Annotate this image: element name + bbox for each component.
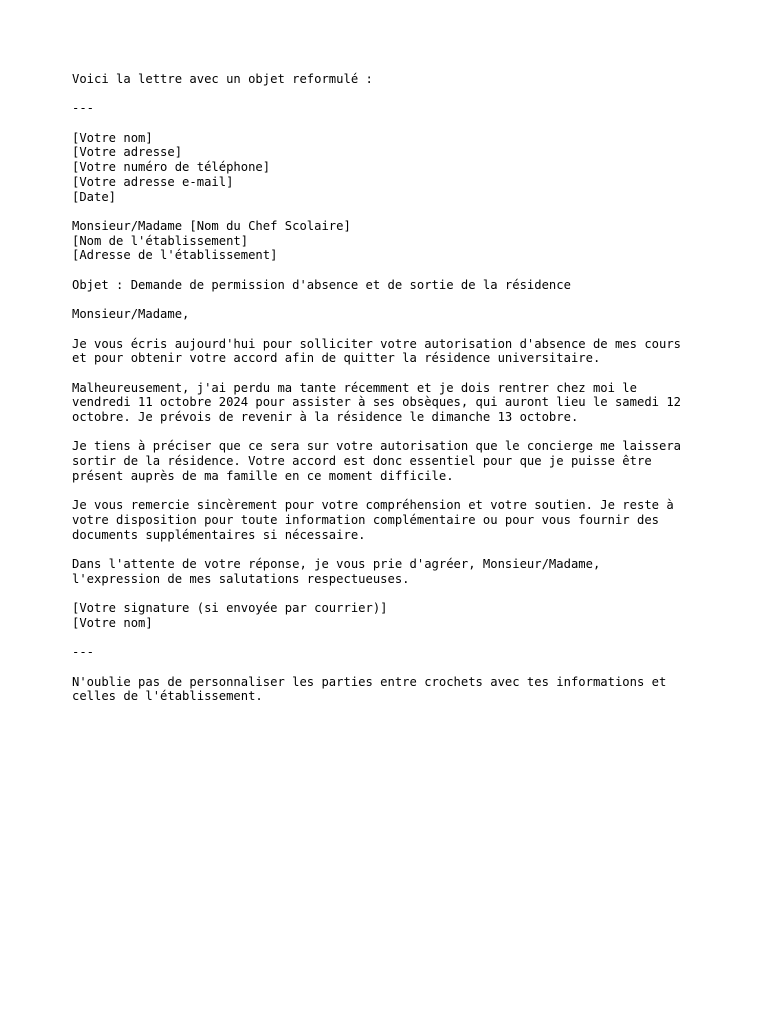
recipient-block: [72, 219, 712, 263]
personalization-note: [72, 675, 712, 704]
paragraph-line: Je vous écris aujourd'hui pour solliciter votre autorisation d'absence de mes cours: [72, 336, 682, 351]
sender-address: [Votre adresse]: [72, 145, 183, 160]
recipient-address: [Adresse de l'établissement]: [72, 248, 278, 263]
paragraph-line: Malheureusement, j'ai perdu ma tante récemment et je dois rentrer chez moi le: [72, 380, 637, 395]
signature-name: [Votre nom]: [72, 615, 153, 630]
signature-line: [Votre signature (si envoyée par courrier)]: [72, 601, 388, 616]
salutation-text: Monsieur/Madame,: [72, 307, 190, 322]
paragraph-line: vendredi 11 octobre 2024 pour assister à ses obsèques, qui auront lieu le samedi 12: [72, 395, 682, 410]
note-line: N'oublie pas de personnaliser les parties entre crochets avec tes informations et: [72, 674, 667, 689]
bottom-separator: [72, 645, 712, 660]
sender-name: [Votre nom]: [72, 130, 153, 145]
paragraph-closing: [72, 557, 712, 586]
paragraph-line: votre disposition pour toute information complémentaire ou pour vous fournir des: [72, 512, 659, 527]
intro-line: Voici la lettre avec un objet reformulé :: [72, 72, 373, 86]
recipient-institution: [Nom de l'établissement]: [72, 233, 249, 248]
paragraph-line: documents supplémentaires si nécessaire.: [72, 527, 366, 542]
separator-line: ---: [72, 645, 95, 660]
note-line: celles de l'établissement.: [72, 689, 263, 704]
paragraph-reason: [72, 381, 712, 425]
salutation: [72, 307, 712, 322]
paragraph-line: Je vous remercie sincèrement pour votre compréhension et votre soutien. Je reste à: [72, 498, 674, 513]
letter-document: [72, 72, 712, 719]
paragraph-line: Dans l'attente de votre réponse, je vous prie d'agréer, Monsieur/Madame,: [72, 557, 601, 572]
paragraph-thanks: [72, 498, 712, 542]
paragraph-line: l'expression de mes salutations respectueuses.: [72, 571, 410, 586]
paragraph-line: présent auprès de ma famille en ce moment difficile.: [72, 468, 454, 483]
subject-text: Objet : Demande de permission d'absence et de sortie de la résidence: [72, 277, 571, 292]
paragraph-concierge: [72, 439, 712, 483]
intro-text: [72, 72, 712, 87]
recipient-name: Monsieur/Madame [Nom du Chef Scolaire]: [72, 218, 351, 233]
sender-date: [Date]: [72, 189, 117, 204]
paragraph-line: octobre. Je prévois de revenir à la résidence le dimanche 13 octobre.: [72, 410, 579, 425]
paragraph-line: et pour obtenir votre accord afin de quitter la résidence universitaire.: [72, 351, 601, 366]
sender-block: [72, 131, 712, 205]
sender-email: [Votre adresse e-mail]: [72, 174, 234, 189]
sender-phone: [Votre numéro de téléphone]: [72, 160, 271, 175]
subject-line: [72, 278, 712, 293]
paragraph-line: Je tiens à préciser que ce sera sur votre autorisation que le concierge me laissera: [72, 439, 682, 454]
paragraph-request: [72, 337, 712, 366]
top-separator: [72, 101, 712, 116]
paragraph-line: sortir de la résidence. Votre accord est donc essentiel pour que je puisse être: [72, 454, 652, 469]
signature-block: [72, 601, 712, 630]
separator-line: ---: [72, 101, 95, 116]
